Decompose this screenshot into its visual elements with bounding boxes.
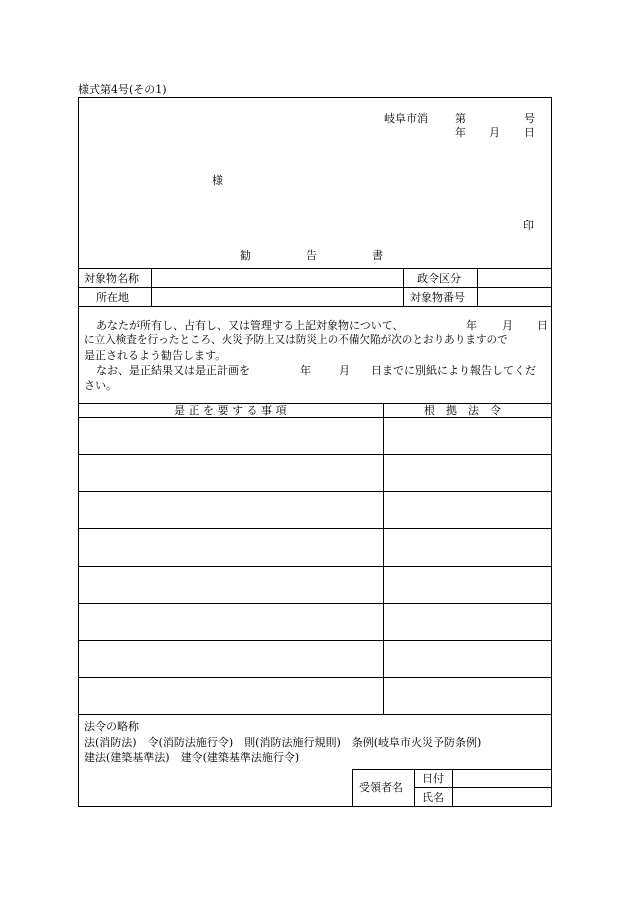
- abbreviations-line-1: 法(消防法) 令(消防法施行令) 則(消防法施行規則) 条例(岐阜市火災予防条例): [84, 736, 482, 749]
- number-suffix: 号: [524, 112, 535, 125]
- issuer-text: 岐阜市消: [384, 112, 428, 125]
- notice-line-1-year: 年: [466, 319, 477, 332]
- form-label: 様式第4号(その1): [78, 83, 167, 96]
- notice-line-4-year: 年: [300, 364, 311, 377]
- notice-line-2: に立入検査を行ったところ、火災予防上又は防災上の不備欠陥が次のとおりありますので: [84, 334, 508, 346]
- table-row-line: [78, 566, 552, 567]
- table-bottom-line: [78, 714, 552, 715]
- receipt-divider-2: [452, 769, 453, 807]
- abbreviations-line-2: 建法(建築基準法) 建令(建築基準法施行令): [84, 751, 300, 764]
- date-day: 日: [524, 126, 535, 139]
- table-column-divider: [383, 403, 384, 715]
- abbreviations-heading: 法令の略称: [84, 720, 139, 733]
- receipt-name-label: 氏名: [422, 791, 444, 804]
- frame-right: [551, 97, 552, 807]
- table-row-line: [78, 491, 552, 492]
- notice-line-3: 是正されるよう勧告します。: [84, 349, 227, 362]
- info-mid-line: [78, 287, 552, 288]
- info-divider-3: [477, 268, 478, 307]
- cabinet-order-label: 政令区分: [417, 272, 461, 285]
- table-row-line: [78, 454, 552, 455]
- info-divider-2: [403, 268, 404, 307]
- info-divider-1: [151, 268, 152, 307]
- notice-line-4-rest: 日までに別紙により報告してくだ: [371, 364, 536, 377]
- notice-line-1-month: 月: [502, 319, 513, 332]
- addressee-suffix: 様: [212, 174, 223, 187]
- frame-left: [78, 97, 79, 807]
- notice-line-4-month: 月: [339, 364, 350, 377]
- notice-line-1-day: 日: [537, 319, 548, 332]
- table-row-line: [78, 677, 552, 678]
- number-prefix: 第: [455, 112, 466, 125]
- notice-line-5: さい。: [84, 379, 117, 392]
- table-col2-header: 根 拠 法 令: [424, 404, 501, 417]
- object-number-label: 対象物番号: [410, 291, 465, 304]
- receipt-label: 受領者名: [359, 781, 403, 794]
- date-month: 月: [489, 126, 500, 139]
- table-header-line: [78, 417, 552, 418]
- frame-bottom: [78, 806, 552, 807]
- receipt-mid-line: [414, 787, 552, 788]
- table-row-line: [78, 640, 552, 641]
- receipt-left-line: [352, 769, 353, 807]
- notice-line-1: あなたが所有し、占有し、又は管理する上記対象物について、: [96, 319, 404, 332]
- receipt-divider-1: [414, 769, 415, 807]
- info-top-line: [78, 268, 552, 269]
- receipt-date-label: 日付: [422, 772, 444, 785]
- object-name-label: 対象物名称: [84, 272, 139, 285]
- table-row-line: [78, 528, 552, 529]
- date-year: 年: [455, 126, 466, 139]
- frame-top: [78, 97, 552, 98]
- location-label: 所在地: [96, 291, 129, 304]
- table-row-line: [78, 603, 552, 604]
- notice-line-4: なお、是正結果又は是正計画を: [96, 364, 250, 377]
- table-col1-header: 是 正 を 要 す る 事 項: [174, 404, 287, 417]
- seal-mark: 印: [523, 219, 534, 232]
- document-title: 勧 告 書: [240, 249, 383, 262]
- info-bottom-line: [78, 306, 552, 307]
